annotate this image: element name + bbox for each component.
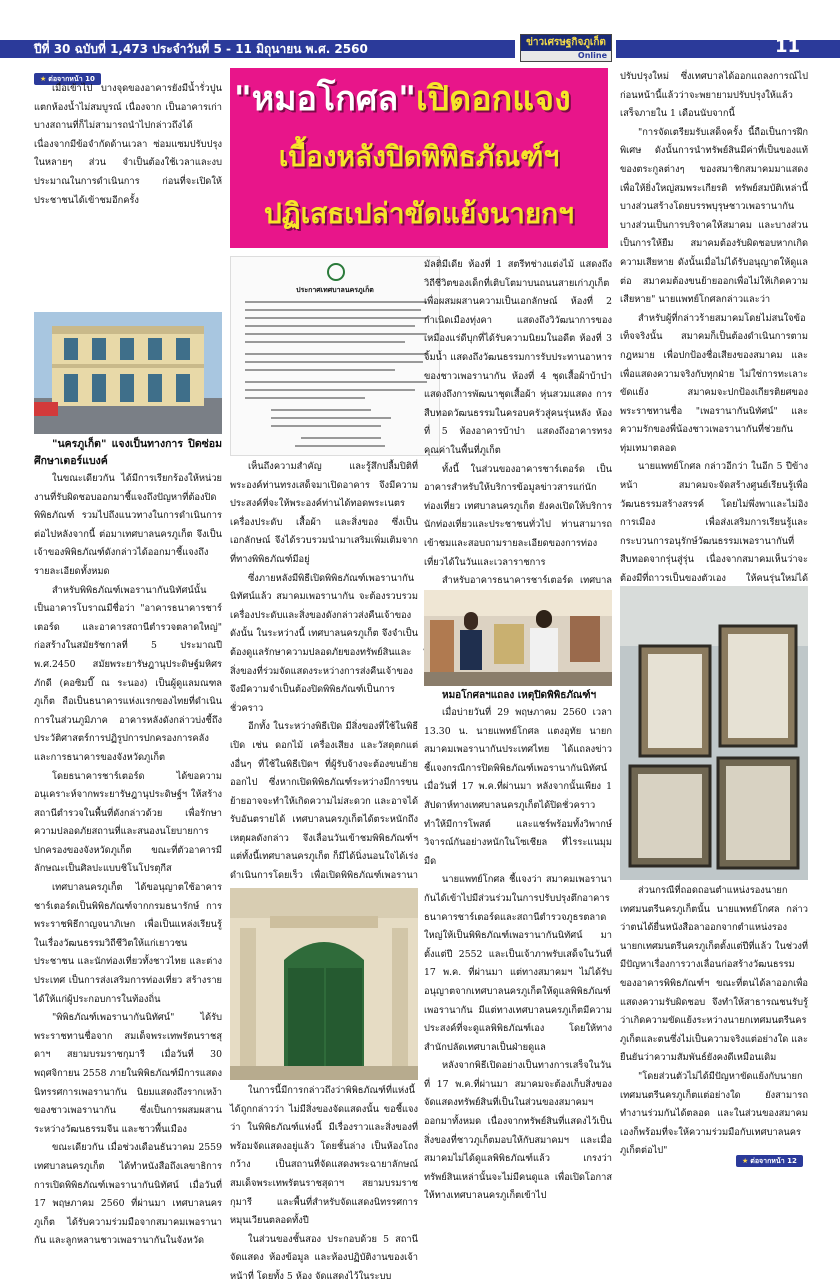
issue-line: ปีที่ 30 ฉบับที่ 1,473 ประจำวันที่ 5 - 11 มิถุนายน พ.ศ. 2560 xyxy=(34,42,368,56)
col1-paragraph-6: "พิพิธภัณฑ์เพอรานากันนิทัศน์" ได้รับพระราชทานชื่อจาก สมเด็จพระเทพรัตนราชสุดาฯ สยามบรมราชกุมารี เมื่อวันที่ 30 พฤศจิกายน 2558 ภายในพิพิธภัณฑ์มีการแสดงนิทรรศการเพอรานากัน นิยมแสดงถึงรากเหง้าของชาวเพอรานากัน ซึ่งเป็นการผสมผสานระหว่างวัฒนธรรมจีน และชาวพื้นเมือง xyxy=(34,1012,222,1135)
column-2-lower xyxy=(230,1082,418,1282)
newspaper-logo xyxy=(520,34,612,62)
col3-paragraph-4: เมื่อบ่ายวันที่ 29 พฤษภาคม 2560 เวลา 13.30 น. นายแพทย์โกศล แตงอุทัย นายกสมาคมเพอรานากันประเทศไทย ได้แถลงข่าวชี้แจงกรณีการปิดพิพิธภัณฑ์เพอรานากันนิทัศน์ เมื่อวันที่ 17 พ.ค.ที่ผ่านมา หลังจากนั้นเพียง 1 สัปดาห์ทางเทศบาลนครภูเก็ตได้ปิดชั่วคราว ทำให้มีการโพสต์ และแชร์พร้อมทั้งวิพากษ์วิจารณ์กันอย่างหนักในโซเชียล ที่ไรระแนมุมมืด xyxy=(424,707,612,867)
col1-paragraph-3: สำหรับพิพิธภัณฑ์เพอรานากันนิทัศน์นั้น เป็นอาคารโบราณมีชื่อว่า "อาคารธนาคารชาร์เตอร์ด และอาคารสถานีตำรวจตลาดใหญ่" ก่อสร้างในสมัยรัชกาลที่ 5 ประมาณปี พ.ศ.2450 สมัยพระยารัษฎานุประดิษฐ์มหิศรภักดี (คอซิมบี๊ ณ ระนอง) เป็นผู้ดูแลมณฑลภูเก็ต ถือเป็นธนาคารแห่งแรกของไทยที่ดำเนินการในส่วนภูมิภาค อาคารหลังดังกล่าวบ่งชี้ถึงประวัติศาสตร์การปฏิรูปการปกครองการคลังและการธนาคารของจังหวัดภูเก็ต xyxy=(34,584,222,763)
headline-line-1 xyxy=(234,72,604,126)
col1-paragraph-5: เทศบาลนครภูเก็ต ได้ขอนุญาตใช้อาคารชาร์เตอร์ดเป็นพิพิธภัณฑ์จากกรมธนารักษ์ การพระราชพิธีกาญจนาภิเษก เพื่อเป็นแหล่งเรียนรู้ในเรื่องวัฒนธรรมวิถีชีวิตให้แก่เยาวชน ประชาชน และนักท่องเที่ยวทั้งชาวไทย และต่างประเทศ เป็นการส่งเสริมการท่องเที่ยว สร้างรายได้ให้แก่ผู้ประกอบการในท้องถิ่น xyxy=(34,882,222,1005)
municipality-letter-image xyxy=(230,256,440,456)
col2-paragraph-3: อีกทั้ง ในระหว่างพิธีเปิด มีสิ่งของที่ใช้ในพิธีเปิด เช่น ดอกไม้ เครื่องเสียง และวัสดุตกแต่งอื่นๆ ที่ใช้ในพิธีเปิดฯ ที่ผู้รับจ้างจะต้องขนย้ายออกไป ซึ่งหากเปิดพิพิธภัณฑ์ระหว่างมีการขนย้ายอาจจะทำให้เกิดความไม่สะดวก และอาจได้รับอันตรายได้ เทศบาลนครภูเก็ตได้ตระหนักถึงเหตุผลดังกล่าว จึงเลื่อนวันเข้าชมพิพิธภัณฑ์ฯ แต่ทั้งนี้เทศบาลนครภูเก็ต ก็มีได้นิ่งนอนใจได้เร่งดำเนินการโดยเร็ว เพื่อเปิดพิพิธภัณฑ์เพอรานา xyxy=(230,721,418,882)
col3-paragraph-1: มัลติมีเดีย ห้องที่ 1 สตรีทช่างแต่งไม้ แสดงถึงวิถีชีวิตของเด็กที่เติบโตมาบนถนนสายเก่าภูเก็ต เพื่อผสมผสานความเป็นเอกลักษณ์ ห้องที่ 2 กำเนิดเมืองทุ่งคา แสดงถึงวิวัฒนาการของเหมืองแร่ดีบุกที่ได้รับความนิยมในอดีต ห้องที่ 3 จิ้มน้ำ แสดงถึงวัฒนธรรมการรับประทานอาหารของชาวเพอรานากัน ห้องที่ 4 ชุดเสื้อผ้าบ้าบ๋า แสดงถึงการพัฒนาชุดเสื้อผ้า หุ่นสวมแสดง การสืบทอดวัฒนธรรมในครอบครัวสู่คนรุ่นหลัง ห้องที่ 5 ห้องอาคารบ้าบ๋า แสดงถึงอาคารทรงคุณค่าในพื้นที่ภูเก็ต xyxy=(424,259,612,456)
col3-paragraph-6: หลังจากพิธีเปิดอย่างเป็นทางการเสร็จในวันที่ 17 พ.ค.ที่ผ่านมา สมาคมจะต้องเก็บสิ่งของจัดแสดงทรัพย์สินที่เป็นในส่วนของสมาคมฯ ออกมาทั้งหมด เนื่องจากทรัพย์สินที่แสดงไว้เป็นสิ่งของที่ชาวภูเก็ตมอบให้กับสมาคมฯ และเมื่อสมาคมไม่ได้ดูแลพิพิธภัณฑ์แล้ว เกรงว่าทรัพย์สินเหล่านั้นจะไม่มีคนดูแล เพื่อเปิดโอกาสให้ทางเทศบาลนครภูเก็ตเข้าไป xyxy=(424,1060,612,1202)
col3-caption: หมอโกศลฯแถลง เหตุปิดพิพิธภัณฑ์ฯ xyxy=(442,690,597,701)
photo-chartered-building xyxy=(34,312,222,434)
col4-paragraph-5: ส่วนกรณีที่ถอดถอนตำแหน่งรองนายกเทศมนตรีนครภูเก็ตนั้น นายแพทย์โกศล กล่าวว่าตนได้ยื่นหนังสือลาออกจากตำแหน่งรองนายกเทศมนตรีนครภูเก็ตตั้งแต่ปีที่แล้ว ในช่วงที่มีปัญหาเรื่องการวางเลื่อนก่อสร้างวัฒนธรรมของอาคารพิพิธภัณฑ์ฯ ขณะที่ตนได้ลาออกเพื่อแสดงความรับผิดชอบ จึงทำให้สาธารณชนรับรู้ว่าเกิดความขัดแย้งระหว่างนายกเทศมนตรีนครภูเก็ตและตนซึ่งไม่เป็นความจริงแต่อย่างใด และยืนยันว่าความสัมพันธ์ยังคงดีเหมือนเดิม xyxy=(620,885,808,1064)
col1-paragraph-2: ในขณะเดียวกัน ได้มีการเรียกร้องให้หน่วยงานที่รับผิดชอบออกมาชี้แจงถึงปัญหาที่ต้องปิดพิพิธภัณฑ์ รวมไปถึงแนวทางในการดำเนินการต่อไปหลังจากนี้ ต่อมาเทศบาลนครภูเก็ต จึงเป็นเจ้าของพิพิธภัณฑ์ดังกล่าวได้ออกมาชี้แจงถึงรายละเอียดทั้งหมด xyxy=(34,473,222,577)
headline-line-2: เบื้องหลังปิดพิพิธภัณฑ์ฯ xyxy=(278,140,560,173)
col4-paragraph-3: สำหรับผู้ที่กล่าวร้ายสมาคมโดยไม่สนใจข้อเท็จจริงนั้น สมาคมก็เป็นต้องดำเนินการตามกฎหมาย เพื่อปกป้องชื่อเสียงของสมาคม และเพื่อแสดงความจริงกับทุกฝ่าย ไม่ใช่การทะเลาะขัดแย้ง สมาคมจะปกป้องเกียรติยศของพระราชทานชื่อ "เพอรานากันนิทัศน์" และความรักของพี่น้องชาวเพอรานากันที่ช่วยกันทุ่มเทมาตลอด xyxy=(620,312,808,454)
column-3-bottom xyxy=(424,688,612,1202)
headline-line-1-rest: เปิดอกแจง xyxy=(415,79,571,119)
header-bar-right xyxy=(616,40,840,58)
photo-display-frames xyxy=(620,586,808,880)
headline-line-3: ปฏิเสธเปล่าขัดแย้งนายกฯ xyxy=(264,197,574,230)
logo-text: ข่าวเศรษฐกิจภูเก็ต xyxy=(521,35,611,51)
col1-paragraph-4: โดยธนาคารชาร์เตอร์ด ได้ขอความอนุเคราะห์จากพระยารัษฎานุประดิษฐ์ฯ ให้สร้างสถานีตำรวจในพื้นที่ดังกล่าวด้วย เพื่อรักษาความปลอดภัยสถานที่และสนองนโยบายการปกครองของจังหวัดภูเก็ต ขณะที่ตัวอาคารมีลักษณะเป็นศิลปะแบบชิโนโปรตุกีส xyxy=(34,770,222,875)
photo-museum-door xyxy=(230,888,418,1080)
page-number: 11 xyxy=(774,36,800,57)
col3-paragraph-5: นายแพทย์โกศล ชี้แจงว่า สมาคมเพอรานากันได้เข้าไปมีส่วนร่วมในการปรับปรุงตึกอาคารธนาคารชาร์เตอร์ดและสถานีตำรวจภูธรตลาดใหญ่ให้เป็นพิพิธภัณฑ์เพอรานากันนิทัศน์ มาตั้งแต่ปี 2552 และเป็นเจ้าภาพรับเสด็จในวันที่ 17 พ.ค. ที่ผ่านมา แต่ทางสมาคมฯ ไม่ได้รับอนุญาตจากเทศบาลนครภูเก็ตให้ดูแลพิพิธภัณฑ์เพอรานากัน มีแต่ทางเทศบาลนครภูเก็ตมีความประสงค์ที่จะดูแลพิพิธภัณฑ์เอง โดยให้ทางสำนักปลัดเทศบาลเป็นฝ่ายดูแล xyxy=(424,874,612,1053)
headline-box xyxy=(230,68,608,248)
star-icon: ★ xyxy=(742,1157,749,1165)
col2-paragraph-2: ซึ่งภายหลังมีพิธีเปิดพิพิธภัณฑ์เพอรานากันนิทัศน์แล้ว สมาคมเพอรานากัน จะต้องรวบรวมเครื่องประดับและสิ่งของดังกล่าวส่งคืนเจ้าของ ดังนั้น ในระหว่างนี้ เทศบาลนครภูเก็ต จึงจำเป็นต้องดูแลรักษาความปลอดภัยของทรัพย์สินและสิ่งของที่ร่วมจัดแสดงระหว่างการส่งคืนเจ้าของ จึงมีความจำเป็นต้องปิดพิพิธภัณฑ์เป็นการชั่วคราว xyxy=(230,572,418,714)
seal-icon xyxy=(327,263,345,281)
col3-paragraph-3: สำหรับอาคารธนาคารชาร์เตอร์ด เทศบาล xyxy=(442,575,612,587)
column-4-top xyxy=(620,68,808,584)
column-1-bottom xyxy=(34,436,222,1247)
column-4-bottom xyxy=(620,882,808,1157)
continued-from-label: ต่อจากหน้า 10 xyxy=(48,75,95,83)
col4-paragraph-1: ปรับปรุงใหม่ ซึ่งเทศบาลได้ออกแถลงการณ์ไปก่อนหน้านี้แล้วว่าจะพยายามปรับปรุงให้แล้วเสร็จภายใน 1 เดือนนับจากนี้ xyxy=(620,71,808,120)
col1-paragraph-7: ขณะเดียวกัน เมื่อช่วงเดือนธันวาคม 2559 เทศบาลนครภูเก็ต ได้ทำหนังสือถึงเลขาธิการ การเปิดพิพิธภัณฑ์เพอรานากันนิทัศน์ เมื่อวันที่ 17 พฤษภาคม 2560 ที่ผ่านมา เทศบาลนครภูเก็ต ได้รับความร่วมมือจากสมาคมเพอรานากัน และลูกหลานชาวเพอรานากันในจังหวัด xyxy=(34,1142,222,1247)
star-icon: ★ xyxy=(40,75,47,83)
headline-quote: "หมอโกศล" xyxy=(234,79,416,119)
col2-paragraph-4: ในการนี้มีการกล่าวถึงว่าพิพิธภัณฑ์ที่แห่งนี้ได้ถูกกล่าวว่า ไม่มีสิ่งของจัดแสดงนั้น ขอชี้แจงว่า ในพิพิธภัณฑ์แห่งนี้ มีเรื่องราวและสิ่งของที่พร้อมจัดแสดงอยู่แล้ว โดยชั้นล่าง เป็นห้องโถงกว้าง เป็นสถานที่จัดแสดงพระฉายาลักษณ์สมเด็จพระเทพรัตนราชสุดาฯ สยามบรมราชกุมารี และพื้นที่สำหรับจัดแสดงนิทรรศการหมุนเวียนตลอดทั้งปี xyxy=(230,1085,418,1227)
continued-to-tag[interactable] xyxy=(736,1148,803,1167)
col2-paragraph-5: ในส่วนของชั้นสอง ประกอบด้วย 5 สถานีจัดแสดง ห้องข้อมูล และห้องปฏิบัติงานของเจ้าหน้าที่ โดยทั้ง 5 ห้อง จัดแสดงไว้ในระบบ xyxy=(230,1233,418,1282)
column-2-upper xyxy=(230,458,418,888)
photo-press-conference xyxy=(424,590,612,686)
col3-paragraph-2: ทั้งนี้ ในส่วนของอาคารชาร์เตอร์ด เป็นอาคารสำหรับให้บริการข้อมูลข่าวสารแก่นักท่องเที่ยว เทศบาลนครภูเก็ต ยังคงเปิดให้บริการนักท่องเที่ยวและประชาชนทั่วไป ท่านสามารถเข้าชมและสอบถามรายละเอียดของการท่องเที่ยวได้ในวันและเวลาราชการ xyxy=(424,463,612,568)
col4-paragraph-6: "โดยส่วนตัวไม่ได้มีปัญหาขัดแย้งกับนายกเทศมนตรีนครภูเก็ตแต่อย่างใด ยังสามารถทำงานร่วมกันได้ตลอด และในส่วนของสมาคมเองก็พร้อมที่จะให้ความร่วมมือกับเทศบาลนครภูเก็ตต่อไป" xyxy=(620,1070,808,1157)
logo-sub: Online xyxy=(577,51,607,60)
col1-paragraph-1: เมื่อเข้าไป บางจุดของอาคารยังมีน้ำรั่วปูนแตกห้องน้ำไม่สมบูรณ์ เนื่องจาก เป็นอาคารเก่า บางสถานที่ก็ไม่สามารถนำไปกล่าวถึงได้ เนื่องจากมีข้อจำกัดด้านเวลา ซ่อมแซมปรับปรุง ในหลายๆ ส่วน จำเป็นต้องใช้เวลาและงบประมาณในการดำเนินการ ก่อนที่จะเปิดให้ประชาชนได้เข้าชมอีกครั้ง xyxy=(34,83,222,206)
letter-title: ประกาศเทศบาลนครภูเก็ต xyxy=(296,285,374,294)
col2-paragraph-1: เห็นถึงความสำคัญ และรู้สึกปลื้มปิติที่พระองค์ท่านทรงเสด็จมาเปิดอาคาร จึงมีความประสงค์ที่จะให้พระองค์ท่านได้ทอดพระเนตรเครื่องประดับ เสื้อผ้า และสิ่งของ ซึ่งเป็นเอกลักษณ์ จึงได้รวบรวมนำมาเสริมเพิ่มเติมจากที่ทางพิพิธภัณฑ์มีอยู่ xyxy=(230,461,418,565)
col4-paragraph-4: นายแพทย์โกศล กล่าวอีกว่า ในอีก 5 ปีข้างหน้า สมาคมจะจัดสร้างศูนย์เรียนรู้เพื่อวัฒนธรรมสร้างสรรค์ โดยไม่พึ่งพาและไม่อิงการเมือง เพื่อส่งเสริมการเรียนรู้และกระบวนการอนุรักษ์วัฒนธรรมเพอรานากันที่สืบทอดจากรุ่นสู่รุ่น เนื่องจากสมาคมเห็นว่าจะต้องมีที่ถาวรเป็นของตัวเอง ให้คนรุ่นใหม่ได้ xyxy=(620,461,808,585)
col1-subhead: "นครภูเก็ต" แจงเป็นทางการ ปิดซ่อมศึกษาเตอร์แบงค์ xyxy=(34,438,222,467)
column-1-top xyxy=(34,80,222,308)
page-header xyxy=(0,0,840,66)
column-3-top xyxy=(424,256,612,590)
continued-to-label: ต่อจากหน้า 12 xyxy=(750,1157,797,1165)
col4-paragraph-2: "การจัดเตรียมรับเสด็จครั้ง นี้ถือเป็นการฝึกพิเศษ ดังนั้นการนำทรัพย์สินมีค่าที่เป็นของแท้ของตระกูลต่างๆ ของสมาชิกสมาคมมาแสดงเพื่อให้ยิ่งใหญ่สมพระเกียรติ ทรัพย์สมบัติเหล่านี้บางส่วนสร้างโดยบรรพบุรุษชาวเพอรานากัน บางส่วนเป็นการบริจาคให้สมาคม และบางส่วนเป็นการให้ยืม สมาคมต้องรับผิดชอบหากเกิดความเสียหาย ดังนั้นเมื่อไม่ได้รับอนุญาตให้ดูแลต่อ สมาคมต้องขนย้ายออกเพื่อไม่ให้เกิดความเสียหาย" นายแพทย์โกศลกล่าวและว่า xyxy=(620,126,808,306)
